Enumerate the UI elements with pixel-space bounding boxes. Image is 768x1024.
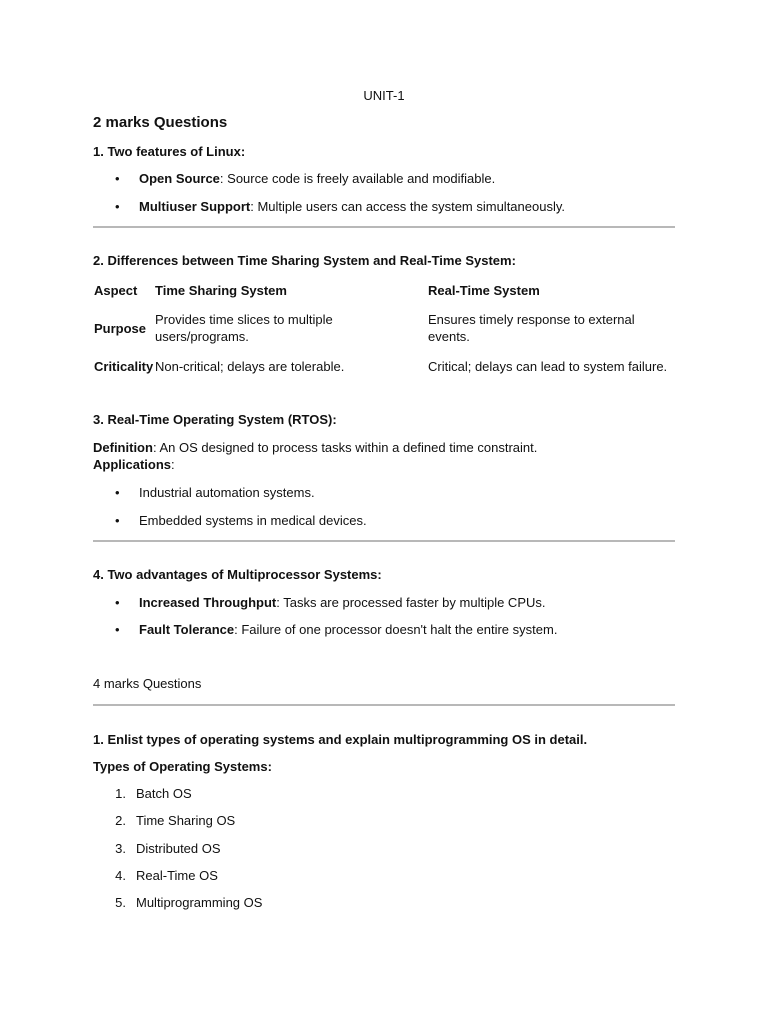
table-cell: users/programs.: [155, 329, 249, 344]
question-title: 1. Two features of Linux:: [93, 144, 246, 159]
bullet-icon: •: [115, 171, 120, 186]
table-cell: Provides time slices to multiple: [155, 312, 333, 327]
list-item-term: Multiuser Support: [139, 199, 251, 214]
list-item-text: Industrial automation systems.: [139, 485, 315, 500]
numbered-item: [93, 813, 235, 828]
item-text: Real-Time OS: [136, 868, 218, 883]
bullet-icon: •: [115, 485, 120, 500]
bullet-icon: •: [115, 513, 120, 528]
list-item-term: Open Source: [139, 171, 220, 186]
horizontal-rule: [93, 540, 675, 542]
unit-title: UNIT-1: [363, 88, 405, 103]
list-item: [115, 199, 565, 214]
item-number: 1.: [115, 786, 126, 801]
table-cell-aspect: Purpose: [94, 321, 147, 336]
bullet-icon: •: [115, 622, 120, 637]
item-text: Time Sharing OS: [136, 813, 236, 828]
item-text: Distributed OS: [136, 841, 221, 856]
table-header: Time Sharing System: [155, 283, 287, 298]
question-subtitle: Types of Operating Systems:: [93, 759, 272, 774]
list-item: [115, 513, 367, 528]
question-title: 3. Real-Time Operating System (RTOS):: [93, 412, 337, 427]
applications-line: [93, 457, 175, 472]
list-item-text: : Source code is freely available and modifiable.: [219, 171, 496, 186]
numbered-item: [93, 895, 262, 910]
list-item: [115, 595, 546, 610]
applications-colon: :: [171, 457, 175, 472]
numbered-item: [93, 841, 221, 856]
table-cell: Non-critical; delays are tolerable.: [155, 359, 345, 374]
numbered-item: [93, 786, 192, 801]
bullet-icon: •: [115, 595, 120, 610]
list-item: [115, 622, 557, 637]
section-heading-4-marks: 4 marks Questions: [93, 676, 202, 691]
item-text: Multiprogramming OS: [136, 895, 263, 910]
list-item-term: Increased Throughput: [139, 595, 277, 610]
question-title: 4. Two advantages of Multiprocessor Systems:: [93, 567, 382, 582]
item-number: 4.: [115, 868, 126, 883]
item-number: 3.: [115, 841, 126, 856]
list-item-text: Embedded systems in medical devices.: [139, 513, 367, 528]
question-title: 1. Enlist types of operating systems and explain multiprogramming OS in detail.: [93, 732, 588, 747]
table-header: Real-Time System: [428, 283, 540, 298]
definition-label: Definition: [93, 440, 153, 455]
list-item: [115, 171, 495, 186]
definition-text: : An OS designed to process tasks within a defined time constraint.: [152, 440, 538, 455]
section-heading-2-marks: 2 marks Questions: [93, 114, 228, 131]
item-text: Batch OS: [136, 786, 192, 801]
list-item-text: : Failure of one processor doesn't halt the entire system.: [234, 622, 558, 637]
list-item: [115, 485, 315, 500]
list-item-term: Fault Tolerance: [139, 622, 235, 637]
table-cell: Critical; delays can lead to system failure.: [428, 359, 668, 374]
definition-line: [93, 440, 537, 455]
item-number: 2.: [115, 813, 126, 828]
table-cell: events.: [428, 329, 470, 344]
table-cell: Ensures timely response to external: [428, 312, 635, 327]
question-title: 2. Differences between Time Sharing System and Real-Time System:: [93, 253, 516, 268]
list-item-text: : Multiple users can access the system simultaneously.: [250, 199, 565, 214]
bullet-icon: •: [115, 199, 120, 214]
horizontal-rule: [93, 704, 675, 706]
numbered-item: [93, 868, 218, 883]
list-item-text: : Tasks are processed faster by multiple CPUs.: [276, 595, 546, 610]
applications-label: Applications: [93, 457, 172, 472]
table-cell-aspect: Criticality: [94, 359, 154, 374]
item-number: 5.: [115, 895, 126, 910]
horizontal-rule: [93, 226, 675, 228]
table-header: Aspect: [94, 283, 138, 298]
